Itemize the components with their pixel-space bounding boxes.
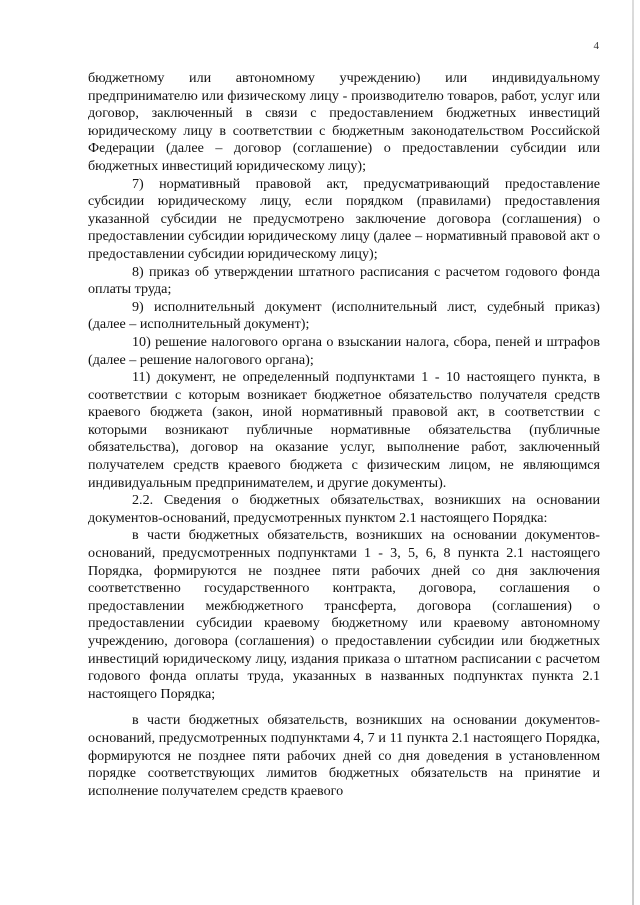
paragraph-section-2-2: 2.2. Сведения о бюджетных обязательствах, возникших на основании документов-оснований, предусмотренных пунктом 2.1 настоящего Порядка: [88,492,600,526]
page-number: 4 [593,40,599,52]
paragraph-item-9: 9) исполнительный документ (исполнительный лист, судебный приказ) (далее – исполнительный документ); [88,298,600,333]
page-edge [632,0,634,905]
document-body [88,70,600,800]
paragraph-item-11: 11) документ, не определенный подпунктами 1 - 10 настоящего пункта, в соответствии с которым возникает бюджетное обязательство получателя средств краевого бюджета (закон, иной нормативный правовой акт, в соответствии с которыми возникают публичные нормативные обязательства (публичные обязательства), договор на оказание услуг, выполнение работ, заключенный получателем средств краевого бюджета с физическим лицом, не являющимся индивидуальным предпринимателем, и другие документы). [88,369,600,491]
paragraph-obligations-part-1: в части бюджетных обязательств, возникших на основании документов-оснований, предусмотренных подпунктами 1 - 3, 5, 6, 8 пункта 2.1 настоящего Порядка, формируются не позднее пяти рабочих дней со дня заключения соответственно государственного контракта, договора, соглашения о предоставлении межбюджетного трансферта, договора (соглашения) о предоставлении субсидии краевому бюджетному или краевому автономному учреждению, договора (соглашения) о предоставлении субсидии или бюджетных инвестиций юридическому лицу, издания приказа о штатном расписании с расчетом годового фонда оплаты труда, указанных в названных подпунктах пункта 2.1 настоящего Порядка; [88,527,600,702]
paragraph-item-7: 7) нормативный правовой акт, предусматривающий предоставление субсидии юридическому лицу, если порядком (правилами) предоставления указанной субсидии не предусмотрено заключение договора (соглашения) о предоставлении субсидии юридическому лицу (далее – нормативный правовой акт о предоставлении субсидии юридическому лицу); [88,175,600,262]
paragraph-continuation: бюджетному или автономному учреждению) или индивидуальному предпринимателю или физическому лицу - производителю товаров, работ, услуг или договор, заключенный в связи с предоставлением бюджетных инвестиций юридическому лицу в соответствии с бюджетным законодательством Российской Федерации (далее – договор (соглашение) о предоставлении субсидии или бюджетных инвестиций юридическому лицу); [88,70,600,174]
paragraph-item-10: 10) решение налогового органа о взыскании налога, сбора, пеней и штрафов (далее – решение налогового органа); [88,333,600,368]
paragraph-item-8: 8) приказ об утверждении штатного расписания с расчетом годового фонда оплаты труда; [88,263,600,298]
paragraph-obligations-part-2: в части бюджетных обязательств, возникших на основании документов-оснований, предусмотренных подпунктами 4, 7 и 11 пункта 2.1 настоящего Порядка, формируются не позднее пяти рабочих дней со дня доведения в установленном порядке соответствующих лимитов бюджетных обязательств на принятие и исполнение получателем средств краевого [88,712,600,799]
